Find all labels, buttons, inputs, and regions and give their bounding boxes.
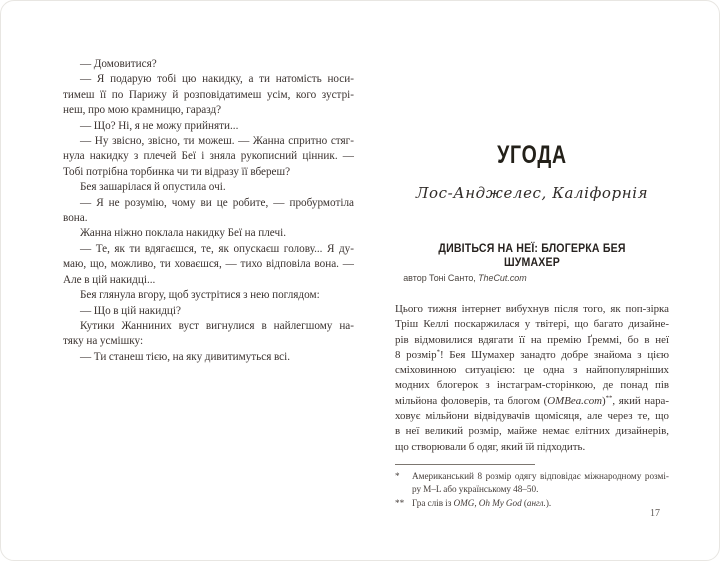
text-line: тяку на усмішку: [63, 335, 144, 348]
text-line: Кутики Жанниних вуст вигнулися в найлегшому на- [80, 319, 354, 332]
text-line: — Домовитися? [80, 58, 157, 70]
article-body-text [395, 302, 669, 455]
text-line: — Я подарую тобі цю накидку, а ти натомість носи- [80, 73, 354, 86]
text-line: нула накидку з плечей Беї і зняла рукописний цінник. — [63, 150, 354, 163]
chapter-title: УГОДА [497, 141, 567, 169]
text-line: ховує мільйони відвідувачів щомісяця, але через те, що [395, 410, 669, 423]
footnote-divider [395, 464, 535, 465]
text-line: Тобі потрібна торбинка чи ти відразу її вбереш? [63, 165, 291, 178]
text-line: тимеш її по Парижу й розповідатимеш усім, кого зустрі- [63, 88, 354, 101]
right-page [395, 1, 669, 511]
text-line: Гра слів із OMG, Oh My God (англ.). [412, 498, 552, 509]
chapter-location: Лос-Анджелес, Каліфорнія [415, 184, 649, 202]
text-line: — Ти станеш тією, на яку дивитимуться всі. [80, 350, 291, 363]
text-line: Бея глянула вгору, щоб зустрітися з нею поглядом: [80, 289, 320, 302]
page-number: 17 [650, 508, 660, 519]
text-line: автор Тоні Санто, TheCut.com [403, 273, 527, 284]
article-heading: ДИВІТЬСЯ НА НЕЇ: БЛОГЕРКА БЕЯ ШУМАХЕР [438, 241, 626, 269]
footnote-text [412, 470, 669, 496]
text-line: — Що? Ні, я не можу прийняти... [80, 119, 239, 132]
text-line: Цього тижня інтернет вибухнув після того, як поп-зірка [395, 303, 669, 315]
text-line: маю, що, можливо, ти ховаєшся, — тихо відповіла вона. — [63, 258, 354, 271]
text-line: — Те, як ти вдягаєшся, те, як опускаєш голову... Я ду- [80, 242, 354, 255]
article-byline [403, 272, 661, 285]
text-line: вона. [63, 212, 88, 225]
text-line: в неї великий розмір, майже немає елітних дизайнерів, [395, 425, 669, 438]
text-line: Американський 8 розмір одягу відповідає міжнародному розмі- [412, 470, 669, 481]
text-line: ру M–L або українському 48–50. [412, 484, 539, 495]
text-line: — Ну звісно, звісно, ти можеш. — Жанна спритно стяг- [80, 135, 354, 148]
text-line: Бея зашарілася й опустила очі. [80, 181, 226, 194]
footnote-marker: ** [395, 498, 405, 509]
text-line: сміховинною ситуацією: це одна з найпопулярніших [395, 364, 669, 377]
text-line: модних блогерок з інстаграм-сторінкою, де понад пів [395, 379, 669, 392]
text-line: рів відмовилися вдягати її на премію Ґреммі, бо в неї [395, 333, 669, 346]
text-line: 8 розмір*! Бея Шумахер занадто добре знайома з цією [395, 348, 669, 361]
footnote-text [412, 497, 669, 510]
footnote-marker: * [395, 470, 400, 481]
text-line: — Я не розумію, чому ви це робите, — пробурмотіла [80, 196, 354, 209]
text-line: — Що в цій накидці? [80, 304, 181, 317]
text-line: Але в цій накидці... [63, 273, 156, 286]
text-line: мільйона фоловерів, та блогом (OMBea.com)**, який нара- [395, 394, 669, 407]
text-line: Жанна ніжно поклала накидку Беї на плечі. [80, 227, 287, 240]
text-line: неш, про мою крамницю, гаразд? [63, 104, 222, 117]
left-page-text [63, 57, 354, 365]
text-line: що створювали б одяг, який їй підходить. [395, 440, 586, 453]
text-line: Тріш Келлі поскаржилася у твітері, що багато дизайне- [395, 318, 669, 331]
footnote-list [395, 470, 669, 511]
footnote [395, 470, 669, 496]
footnote [395, 497, 669, 510]
